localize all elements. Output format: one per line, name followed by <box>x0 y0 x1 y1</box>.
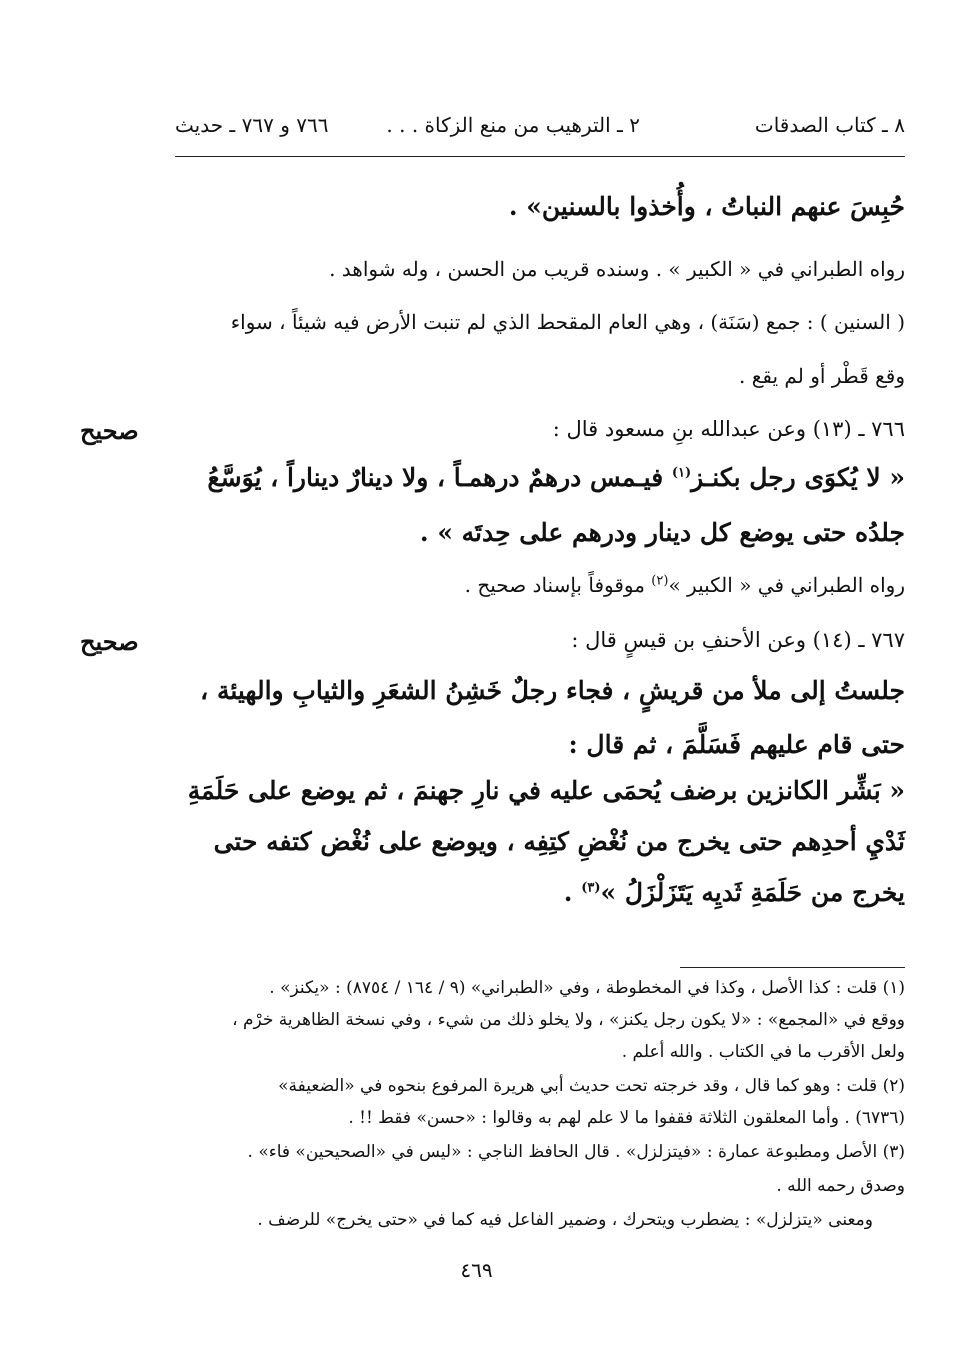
footnote-line: ووقع في «المجمع» : «لا يكون رجل يكنز» ، ولا يخلو ذلك من شيء ، وفي نسخة الظاهرية خرْم ، <box>232 1010 905 1030</box>
source-note-part: موقوفاً بإسناد صحيح . <box>464 573 652 597</box>
hadith-text <box>175 878 905 907</box>
source-note <box>175 573 905 597</box>
hadith-heading: ٧٦٧ ـ (١٤) وعن الأحنفِ بن قيسٍ قال : <box>571 628 905 652</box>
section-title: ٢ ـ الترهيب من منع الزكاة . . . <box>386 113 640 137</box>
footnote-line: (١) قلت : كذا الأصل ، وكذا في المخطوطة ، وفي «الطبراني» (٩ / ١٦٤ / ٨٧٥٤) : «يكنز» . <box>269 978 905 998</box>
chapter-title: ٨ ـ كتاب الصدقات <box>754 113 905 137</box>
hadith-text-part: « لا يُكوَى رجل بكنـز <box>691 463 905 492</box>
hadith-text: ثَدْيِ أحدِهم حتى يخرج من نُغْضِ كتِفِه ، ويوضع على نُغْض كتفه حتى <box>213 827 905 856</box>
footnote-line: (٦٧٣٦) . وأما المعلقون الثلاثة فقفوا ما لا علم لهم به وقالوا : «حسن» فقط !! . <box>348 1108 905 1128</box>
continued-hadith-text: حُبِسَ عنهم النباتُ ، وأُخذوا بالسنين» . <box>508 192 905 221</box>
footnote-marker: (٢) <box>651 573 669 589</box>
hadith-range: ٧٦٦ و ٧٦٧ ـ حديث <box>175 113 329 137</box>
running-header <box>175 113 905 147</box>
footnote-line: (٣) الأصل ومطبوعة عمارة : «فيتزلزل» . قال الحافظ الناجي : «ليس في «الصحيحين» فاء» . <box>247 1142 905 1162</box>
grade-label: صحيح <box>80 416 139 445</box>
page-number: ٤٦٩ <box>460 1258 493 1282</box>
hadith-text <box>175 463 905 492</box>
hadith-text-part: . <box>563 878 582 907</box>
hadith-text: « بَشِّر الكانزين برضف يُحمَى عليه في نارِ جهنمَ ، ثم يوضع على حَلَمَةِ <box>187 776 905 805</box>
source-note-part: رواه الطبراني في « الكبير » <box>668 573 905 597</box>
footnote-line: ولعل الأقرب ما في الكتاب . والله أعلم . <box>621 1042 905 1062</box>
header-rule <box>175 156 905 157</box>
footnote-line: (٢) قلت : وهو كما قال ، وقد خرجته تحت حديث أبي هريرة المرفوع بنحوه في «الضعيفة» <box>278 1076 905 1096</box>
grade-label: صحيح <box>80 627 139 656</box>
hadith-heading: ٧٦٦ ـ (١٣) وعن عبدالله بنِ مسعود قال : <box>552 417 905 441</box>
footnote-line: ومعنى «يتزلزل» : يضطرب ويتحرك ، وضمير الفاعل فيه كما في «حتى يخرج» للرضف . <box>257 1210 873 1230</box>
gloss-line: ( السنين ) : جمع (سَنَة) ، وهي العام المقحط الذي لم تنبت الأرض فيه شيئاً ، سواء <box>230 310 905 334</box>
footnote-marker: (٣) <box>581 880 601 896</box>
footnote-marker: (١) <box>671 465 692 481</box>
footnote-rule <box>680 967 905 968</box>
hadith-text-part: يخرج من حَلَمَةِ ثَديِه يَتَزَلْزَلُ » <box>600 878 905 907</box>
hadith-text: جلستُ إلى ملأ من قريشٍ ، فجاء رجلٌ خَشِنُ الشعَرِ والثيابِ والهيئة ، <box>200 676 905 705</box>
hadith-text: جلدُه حتى يوضع كل دينار ودرهم على حِدتَه » . <box>419 518 905 547</box>
hadith-text-part: فيـمس درهمٌ درهمـاً ، ولا دينارٌ ديناراً ، يُوَسَّعُ <box>207 463 672 492</box>
source-note: رواه الطبراني في « الكبير » . وسنده قريب من الحسن ، وله شواهد . <box>329 257 905 281</box>
footnote-line: وصدق رحمه الله . <box>776 1176 905 1196</box>
gloss-line: وقع قَطْر أو لم يقع . <box>739 364 905 388</box>
hadith-text: حتى قام عليهم فَسَلَّمَ ، ثم قال : <box>568 730 905 759</box>
